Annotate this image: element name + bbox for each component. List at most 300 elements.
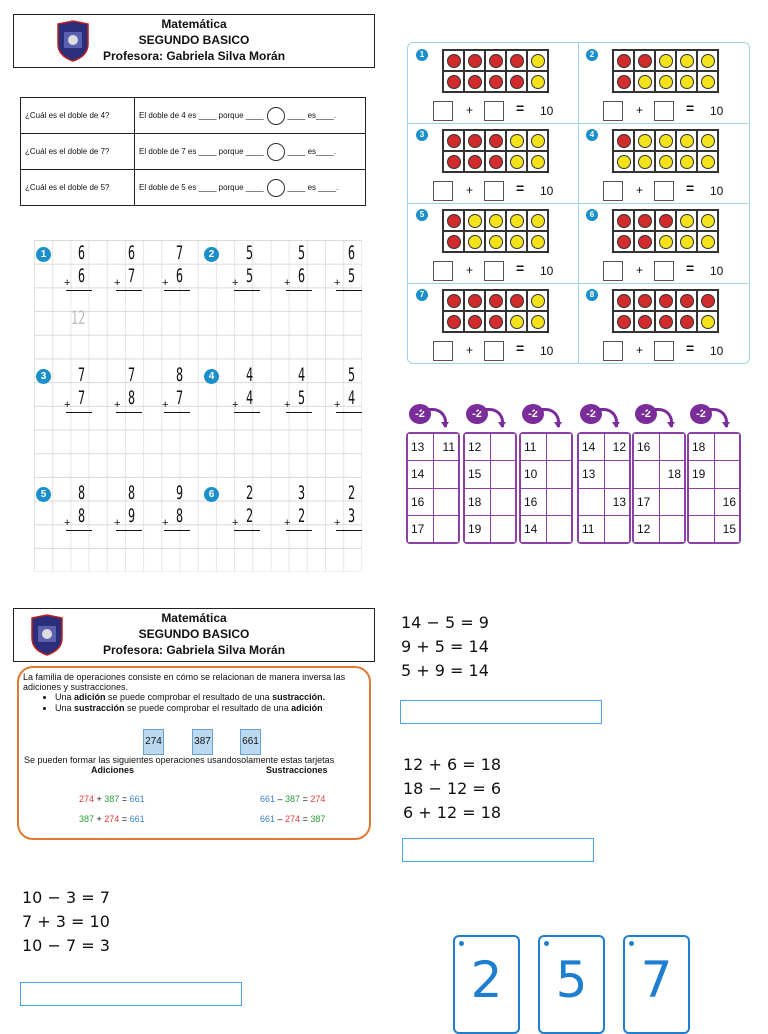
table-cell[interactable] bbox=[689, 515, 715, 542]
traced-example-answer: 12 bbox=[71, 307, 86, 329]
answer-square[interactable] bbox=[433, 101, 453, 121]
table-cell[interactable] bbox=[689, 488, 715, 515]
red-counter bbox=[659, 214, 673, 228]
red-counter bbox=[468, 155, 482, 169]
table-cell: 13 bbox=[604, 488, 630, 515]
plus-sign: + bbox=[114, 277, 121, 289]
table-cell: 10 bbox=[521, 461, 547, 488]
frame-cell bbox=[676, 311, 697, 332]
yellow-counter bbox=[701, 54, 715, 68]
frame-cell bbox=[697, 50, 718, 71]
equation: 6 + 12 = 18 bbox=[403, 803, 502, 822]
table-cell[interactable] bbox=[490, 434, 516, 461]
addend-top: 3 bbox=[298, 482, 306, 504]
frame-cell bbox=[506, 130, 527, 151]
yellow-counter bbox=[531, 155, 545, 169]
plus-sign: + bbox=[114, 399, 121, 411]
number-card-387: 387 bbox=[192, 729, 213, 755]
plus-sign: + bbox=[64, 277, 71, 289]
table-cell[interactable] bbox=[604, 461, 630, 488]
table-row bbox=[408, 488, 459, 515]
sum-line bbox=[164, 412, 190, 413]
table-cell: 18 bbox=[689, 434, 715, 461]
table-row bbox=[689, 488, 740, 515]
table-cell: 15 bbox=[714, 515, 740, 542]
addend-bottom: 5 bbox=[348, 265, 356, 287]
bullet-addition: • Una adición se puede comprobar el resultado de una sustracción. bbox=[55, 692, 355, 703]
yellow-counter bbox=[638, 134, 652, 148]
table-cell: 14 bbox=[521, 515, 547, 542]
frame-cell bbox=[464, 151, 485, 172]
plus-sign: + bbox=[636, 103, 644, 117]
total-ten: 10 bbox=[710, 344, 724, 358]
equals-sign: = bbox=[516, 180, 525, 196]
red-counter bbox=[680, 315, 694, 329]
frame-cell bbox=[527, 50, 548, 71]
operator-circle[interactable] bbox=[267, 179, 285, 197]
frame-cell bbox=[697, 130, 718, 151]
table-cell[interactable] bbox=[490, 461, 516, 488]
equation: 18 − 12 = 6 bbox=[403, 779, 502, 798]
table-cell[interactable] bbox=[490, 515, 516, 542]
table-cell[interactable] bbox=[604, 515, 630, 542]
doubles-answer[interactable] bbox=[135, 170, 366, 206]
plus-sign: + bbox=[334, 399, 341, 411]
table-row bbox=[689, 515, 740, 542]
plus-sign: + bbox=[232, 517, 239, 529]
subtraction-2: 661 – 274 = 387 bbox=[260, 814, 326, 824]
frame-cell bbox=[464, 210, 485, 231]
answer-text: ____ es____. bbox=[287, 110, 337, 120]
answer-square[interactable] bbox=[433, 341, 453, 361]
frame-cell bbox=[676, 210, 697, 231]
grade-title: SEGUNDO BASICO bbox=[138, 627, 250, 641]
yellow-counter bbox=[680, 214, 694, 228]
equals-sign: = bbox=[686, 260, 695, 276]
yellow-counter bbox=[617, 155, 631, 169]
red-counter bbox=[489, 155, 503, 169]
problem-number-badge: 6 bbox=[204, 487, 219, 502]
frame-cell bbox=[443, 231, 464, 252]
addend-bottom: 8 bbox=[78, 505, 86, 527]
frame-cell bbox=[655, 210, 676, 231]
yellow-counter bbox=[531, 294, 545, 308]
red-counter bbox=[638, 54, 652, 68]
frame-cell bbox=[613, 151, 634, 172]
table-row bbox=[579, 461, 630, 488]
table-cell[interactable] bbox=[433, 515, 459, 542]
exercise-number-badge: 5 bbox=[416, 209, 428, 221]
sum-line bbox=[286, 290, 312, 291]
table-cell[interactable] bbox=[546, 515, 572, 542]
table-row bbox=[521, 461, 572, 488]
table-row bbox=[579, 515, 630, 542]
big-number-card bbox=[538, 935, 605, 1034]
subtractions-heading: Sustracciones bbox=[266, 765, 328, 775]
addend-top: 6 bbox=[78, 242, 86, 264]
addend-bottom: 7 bbox=[128, 265, 136, 287]
yellow-counter bbox=[680, 155, 694, 169]
frame-cell bbox=[655, 130, 676, 151]
doubles-answer[interactable] bbox=[135, 134, 366, 170]
sum-line bbox=[66, 530, 92, 531]
table-cell[interactable] bbox=[659, 434, 685, 461]
addend-top: 8 bbox=[176, 364, 184, 386]
big-number-card bbox=[453, 935, 520, 1034]
plus-sign: + bbox=[64, 399, 71, 411]
table-cell[interactable] bbox=[634, 461, 660, 488]
frame-cell bbox=[697, 151, 718, 172]
sum-line bbox=[116, 290, 142, 291]
sum-line bbox=[336, 530, 362, 531]
table-cell[interactable] bbox=[490, 488, 516, 515]
frame-cell bbox=[485, 210, 506, 231]
equation: 10 − 3 = 7 bbox=[22, 888, 110, 907]
plus-sign: + bbox=[64, 517, 71, 529]
red-counter bbox=[680, 294, 694, 308]
yellow-counter bbox=[701, 235, 715, 249]
table-row bbox=[579, 488, 630, 515]
yellow-counter bbox=[531, 75, 545, 89]
ten-frame bbox=[612, 129, 719, 173]
red-counter bbox=[617, 54, 631, 68]
addend-bottom: 7 bbox=[176, 387, 184, 409]
equation-set-c bbox=[22, 886, 110, 958]
card-number: 2 bbox=[470, 951, 503, 1009]
table-row bbox=[521, 434, 572, 461]
operator-circle[interactable] bbox=[267, 107, 285, 125]
answer-square[interactable] bbox=[654, 181, 674, 201]
red-counter bbox=[510, 75, 524, 89]
red-counter bbox=[510, 54, 524, 68]
answer-square[interactable] bbox=[484, 101, 504, 121]
plus-sign: + bbox=[636, 183, 644, 197]
red-counter bbox=[468, 315, 482, 329]
frame-cell bbox=[613, 210, 634, 231]
answer-square[interactable] bbox=[484, 261, 504, 281]
frame-cell bbox=[613, 130, 634, 151]
ten-frame bbox=[612, 289, 719, 333]
exercise-number-badge: 4 bbox=[586, 129, 598, 141]
yellow-counter bbox=[531, 54, 545, 68]
yellow-counter bbox=[468, 235, 482, 249]
red-counter bbox=[447, 214, 461, 228]
answer-square[interactable] bbox=[603, 341, 623, 361]
card-number: 7 bbox=[640, 951, 673, 1009]
red-counter bbox=[489, 75, 503, 89]
red-counter bbox=[617, 315, 631, 329]
arrow-head-icon bbox=[554, 422, 562, 428]
frame-cell bbox=[676, 71, 697, 92]
table-cell[interactable] bbox=[433, 461, 459, 488]
table-row bbox=[408, 434, 459, 461]
equation: 12 + 6 = 18 bbox=[403, 755, 502, 774]
plus-sign: + bbox=[466, 343, 474, 357]
addend-top: 5 bbox=[246, 242, 254, 264]
frame-cell bbox=[655, 151, 676, 172]
frame-cell bbox=[485, 311, 506, 332]
frame-cell bbox=[634, 50, 655, 71]
card-dot-icon bbox=[629, 941, 634, 946]
red-counter bbox=[638, 294, 652, 308]
addend-top: 2 bbox=[348, 482, 356, 504]
table-row bbox=[634, 515, 685, 542]
doubles-row bbox=[21, 170, 366, 206]
card-number: 5 bbox=[555, 951, 588, 1009]
sum-line bbox=[66, 412, 92, 413]
minus-two-bubble: -2 bbox=[466, 404, 488, 424]
problem-number-badge: 1 bbox=[36, 247, 51, 262]
table-cell[interactable] bbox=[433, 488, 459, 515]
doubles-row bbox=[21, 98, 366, 134]
frame-cell bbox=[464, 290, 485, 311]
addend-top: 7 bbox=[176, 242, 184, 264]
equals-sign: = bbox=[686, 180, 695, 196]
table-cell: 15 bbox=[465, 461, 491, 488]
frame-cell bbox=[527, 71, 548, 92]
yellow-counter bbox=[638, 75, 652, 89]
table-cell: 17 bbox=[634, 488, 660, 515]
doubles-question: ¿Cuál es el doble de 7? bbox=[21, 134, 135, 170]
frame-cell bbox=[527, 290, 548, 311]
arrow-head-icon bbox=[498, 422, 506, 428]
red-counter bbox=[447, 235, 461, 249]
table-cell: 13 bbox=[579, 461, 605, 488]
table-cell[interactable] bbox=[546, 461, 572, 488]
additions-heading: Adiciones bbox=[91, 765, 135, 775]
yellow-counter bbox=[531, 235, 545, 249]
yellow-counter bbox=[659, 155, 673, 169]
frame-cell bbox=[634, 290, 655, 311]
sum-line bbox=[234, 412, 260, 413]
answer-square[interactable] bbox=[433, 181, 453, 201]
red-counter bbox=[638, 315, 652, 329]
yellow-counter bbox=[638, 155, 652, 169]
ten-frame bbox=[612, 49, 719, 93]
ten-frame-exercise bbox=[408, 43, 579, 124]
addend-top: 8 bbox=[78, 482, 86, 504]
frame-cell bbox=[697, 311, 718, 332]
table-cell: 11 bbox=[521, 434, 547, 461]
yellow-counter bbox=[510, 235, 524, 249]
red-counter bbox=[659, 294, 673, 308]
sum-line bbox=[234, 530, 260, 531]
equals-sign: = bbox=[516, 340, 525, 356]
table-cell: 17 bbox=[408, 515, 434, 542]
red-counter bbox=[510, 294, 524, 308]
doubles-answer[interactable] bbox=[135, 98, 366, 134]
frame-cell bbox=[697, 210, 718, 231]
frame-cell bbox=[697, 290, 718, 311]
table-cell[interactable] bbox=[659, 488, 685, 515]
table-cell: 16 bbox=[714, 488, 740, 515]
sum-line bbox=[286, 412, 312, 413]
table-cell[interactable] bbox=[659, 515, 685, 542]
frame-cell bbox=[527, 130, 548, 151]
doubles-row bbox=[21, 134, 366, 170]
frame-cell bbox=[655, 311, 676, 332]
subtraction-1: 661 – 387 = 274 bbox=[260, 794, 326, 804]
red-counter bbox=[659, 315, 673, 329]
red-counter bbox=[447, 54, 461, 68]
addend-bottom: 2 bbox=[246, 505, 254, 527]
addend-bottom: 9 bbox=[128, 505, 136, 527]
frame-cell bbox=[464, 311, 485, 332]
ten-frame bbox=[612, 209, 719, 253]
table-row bbox=[465, 434, 516, 461]
total-ten: 10 bbox=[710, 104, 724, 118]
number-card-274: 274 bbox=[143, 729, 164, 755]
addend-bottom: 6 bbox=[298, 265, 306, 287]
doubles-question: ¿Cuál es el doble de 5? bbox=[21, 170, 135, 206]
frame-cell bbox=[485, 231, 506, 252]
minus-two-table bbox=[519, 432, 573, 544]
big-number-card bbox=[623, 935, 690, 1034]
doubles-question: ¿Cuál es el doble de 4? bbox=[21, 98, 135, 134]
red-counter bbox=[638, 214, 652, 228]
answer-square[interactable] bbox=[484, 181, 504, 201]
table-cell[interactable] bbox=[579, 488, 605, 515]
table-cell: 18 bbox=[465, 488, 491, 515]
yellow-counter bbox=[701, 214, 715, 228]
table-cell: 19 bbox=[465, 515, 491, 542]
frame-cell bbox=[506, 231, 527, 252]
operator-circle[interactable] bbox=[267, 143, 285, 161]
frame-cell bbox=[527, 210, 548, 231]
equation-set-a bbox=[401, 611, 489, 683]
yellow-counter bbox=[510, 155, 524, 169]
problem-number-badge: 4 bbox=[204, 369, 219, 384]
ten-frame-exercise bbox=[578, 283, 748, 363]
sum-line bbox=[336, 290, 362, 291]
table-cell: 13 bbox=[408, 434, 434, 461]
answer-square[interactable] bbox=[603, 181, 623, 201]
plus-sign: + bbox=[466, 183, 474, 197]
ten-frame-exercise bbox=[578, 203, 748, 284]
addend-bottom: 5 bbox=[246, 265, 254, 287]
answer-square[interactable] bbox=[654, 341, 674, 361]
addend-bottom: 6 bbox=[176, 265, 184, 287]
frame-cell bbox=[506, 311, 527, 332]
number-card-661: 661 bbox=[240, 729, 261, 755]
table-row bbox=[408, 515, 459, 542]
red-counter bbox=[701, 294, 715, 308]
arrow-head-icon bbox=[612, 422, 620, 428]
plus-sign: + bbox=[114, 517, 121, 529]
table-cell[interactable] bbox=[714, 461, 740, 488]
frame-cell bbox=[443, 71, 464, 92]
frame-cell bbox=[443, 210, 464, 231]
card-dot-icon bbox=[544, 941, 549, 946]
red-counter bbox=[447, 155, 461, 169]
sum-line bbox=[164, 530, 190, 531]
addend-bottom: 8 bbox=[176, 505, 184, 527]
plus-sign: + bbox=[334, 277, 341, 289]
plus-sign: + bbox=[284, 517, 291, 529]
answer-square[interactable] bbox=[603, 261, 623, 281]
doubles-table bbox=[20, 97, 366, 206]
yellow-counter bbox=[659, 235, 673, 249]
table-row bbox=[465, 515, 516, 542]
total-ten: 10 bbox=[710, 184, 724, 198]
table-cell[interactable] bbox=[714, 434, 740, 461]
yellow-counter bbox=[531, 315, 545, 329]
problem-number-badge: 5 bbox=[36, 487, 51, 502]
ten-frame-exercise bbox=[408, 123, 579, 204]
frame-cell bbox=[506, 151, 527, 172]
plus-sign: + bbox=[284, 277, 291, 289]
frame-cell bbox=[506, 290, 527, 311]
ten-frames-panel bbox=[407, 42, 750, 364]
red-counter bbox=[468, 134, 482, 148]
red-counter bbox=[617, 134, 631, 148]
answer-square[interactable] bbox=[433, 261, 453, 281]
frame-cell bbox=[655, 71, 676, 92]
yellow-counter bbox=[680, 235, 694, 249]
minus-two-table bbox=[687, 432, 741, 544]
ten-frame bbox=[442, 209, 549, 253]
answer-square[interactable] bbox=[484, 341, 504, 361]
frame-cell bbox=[506, 71, 527, 92]
frame-cell bbox=[527, 311, 548, 332]
table-row bbox=[521, 515, 572, 542]
addend-top: 7 bbox=[78, 364, 86, 386]
table-cell: 16 bbox=[521, 488, 547, 515]
table-cell[interactable] bbox=[546, 488, 572, 515]
equals-sign: = bbox=[686, 340, 695, 356]
addend-top: 2 bbox=[246, 482, 254, 504]
arrow-head-icon bbox=[667, 422, 675, 428]
red-counter bbox=[617, 214, 631, 228]
answer-box-a[interactable] bbox=[400, 700, 602, 724]
teacher-title: Profesora: Gabriela Silva Morán bbox=[102, 643, 286, 657]
arrow-head-icon bbox=[441, 422, 449, 428]
yellow-counter bbox=[701, 75, 715, 89]
addend-top: 7 bbox=[128, 364, 136, 386]
answer-box-c[interactable] bbox=[20, 982, 242, 1006]
addend-top: 9 bbox=[176, 482, 184, 504]
table-cell: 14 bbox=[408, 461, 434, 488]
yellow-counter bbox=[659, 134, 673, 148]
addition-2: 387 + 274 = 661 bbox=[79, 814, 145, 824]
red-counter bbox=[489, 54, 503, 68]
red-counter bbox=[489, 134, 503, 148]
answer-text: ____ es____. bbox=[287, 146, 337, 156]
frame-cell bbox=[443, 151, 464, 172]
table-cell: 11 bbox=[433, 434, 459, 461]
answer-square[interactable] bbox=[654, 101, 674, 121]
yellow-counter bbox=[701, 134, 715, 148]
yellow-counter bbox=[701, 155, 715, 169]
frame-cell bbox=[485, 151, 506, 172]
red-counter bbox=[447, 315, 461, 329]
answer-box-b[interactable] bbox=[402, 838, 594, 862]
table-cell: 12 bbox=[604, 434, 630, 461]
handwriting-grid bbox=[34, 240, 362, 572]
sum-line bbox=[164, 290, 190, 291]
answer-text: El doble de 5 es ____ porque ____ bbox=[139, 182, 264, 192]
table-cell[interactable] bbox=[546, 434, 572, 461]
frame-cell bbox=[506, 50, 527, 71]
addend-top: 8 bbox=[128, 482, 136, 504]
total-ten: 10 bbox=[540, 184, 554, 198]
answer-square[interactable] bbox=[603, 101, 623, 121]
table-cell: 12 bbox=[634, 515, 660, 542]
equation: 14 − 5 = 9 bbox=[401, 613, 489, 632]
answer-square[interactable] bbox=[654, 261, 674, 281]
exercise-number-badge: 7 bbox=[416, 289, 428, 301]
grade-title: SEGUNDO BASICO bbox=[138, 33, 250, 47]
